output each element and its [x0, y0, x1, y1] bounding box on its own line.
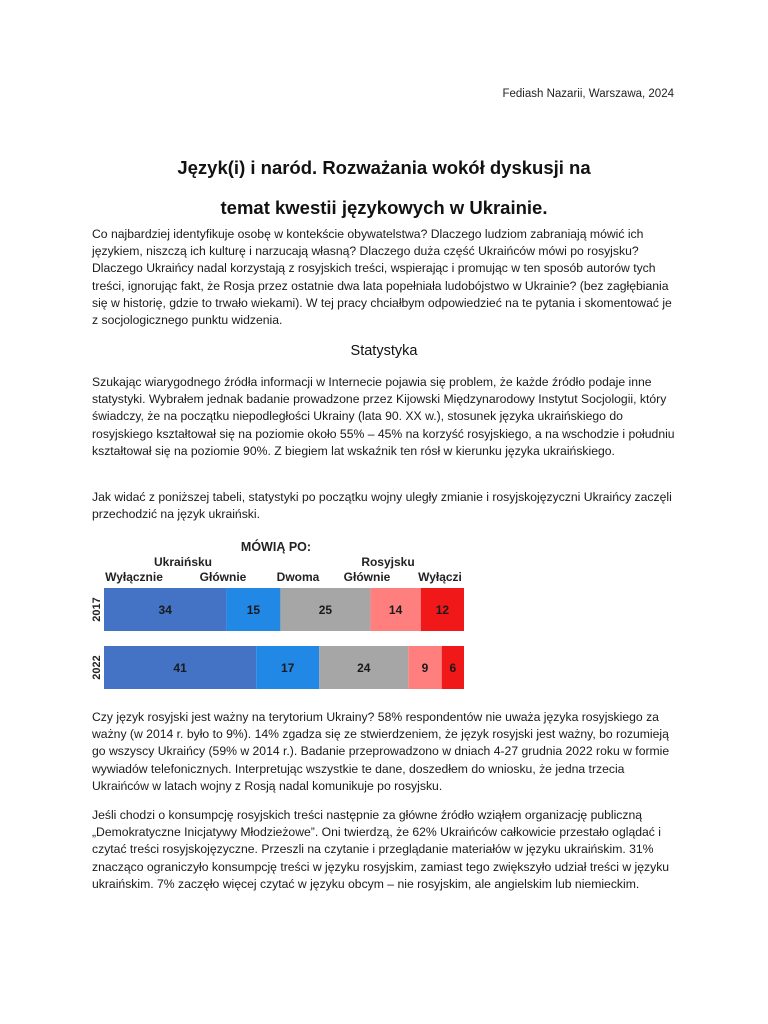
bar-value-label: 34 [158, 603, 172, 617]
chart-title: MÓWIĄ PO: [240, 540, 312, 554]
bar-value-label: 41 [173, 661, 187, 675]
year-label: 2017 [90, 597, 103, 622]
bar-value-label: 12 [435, 603, 450, 617]
language-chart-svg [88, 532, 464, 698]
document-title [92, 148, 676, 228]
bar-value-label: 6 [449, 661, 457, 675]
segment-labels [105, 570, 462, 584]
language-chart [88, 532, 464, 698]
segment-label: Głównie [343, 570, 391, 584]
stats-paragraph-1: Szukając wiarygodnego źródła informacji w Internecie pojawia się problem, że każde źródło podaje inne statystyki. Wybrałem jednak badanie prowadzone przez Kijowski Międzynarodowy Instytut Socjologii, który świadczy, że na początku niepodległości Ukrainy (lata 90. XX w.), stosunek języka ukraińskiego do rosyjskiego kształtował się na poziomie około 55% – 45% na korzyść rosyjskiego, a na wschodzie i południu kształtował się na poziomie 90%. Z biegiem lat wskaźnik ten rósł w kierunku języka ukraińskiego. [92, 375, 675, 458]
segment-label: Głównie [199, 570, 247, 584]
bar-value-label: 25 [318, 603, 333, 617]
bar-value-label: 14 [388, 603, 403, 617]
intro-paragraph: Co najbardziej identyfikuje osobę w kontekście obywatelstwa? Dlaczego ludziom zabraniają mówić ich językiem, niszczą ich kulturę i narzucają własną? Dlaczego duża część Ukraińców mówi po rosyjsku? Dlaczego Ukraińcy nadal korzystają z rosyjskich treści, wspierając i promując w ten sposób autorów tych treści, ignorując fakt, że Rosja przez ostatnie dwa lata popełniała ludobójstwo w Ukrainie? (bez zagłębiania się w historię, gdzie to trwało wiekami). W tej pracy chciałbym odpowiedzieć na te pytania i skomentować je z socjologicznego punktu widzenia. [92, 227, 672, 328]
segment-label: Dwoma [276, 570, 320, 584]
group-label-ukrainsku: Ukraińsku [153, 555, 213, 569]
title-line-1: Język(i) i naród. Rozważania wokół dyskusji na [177, 157, 591, 178]
chart-bars [91, 588, 464, 689]
bar-value-label: 24 [357, 661, 371, 675]
segment-label: Wyłączi [418, 570, 462, 584]
year-label: 2022 [90, 655, 103, 680]
paragraph-after-chart: Czy język rosyjski jest ważny na terytorium Ukrainy? 58% respondentów nie uważa języka rosyjskiego za ważny (w 2014 r. było to 9%). 14% zgadza się ze stwierdzeniem, że język rosyjski jest ważny, bo rozumieją go wszyscy Ukraińcy (59% w 2014 r.). Badanie przeprowadzono w dniach 4-27 grudnia 2022 roku w formie wywiadów telefonicznych. Interpretując wszystkie te dane, doszedłem do wniosku, że jedna trzecia Ukraińców w latach wojny z Rosją nadal komunikuje po rosyjsku. [92, 710, 670, 793]
stats-paragraph-2: Jak widać z poniższej tabeli, statystyki po początku wojny uległy zmianie i rosyjskojęzyczni Ukraińcy zaczęli przechodzić na język ukraiński. [92, 490, 672, 522]
section-heading: Statystyka [350, 343, 418, 359]
title-line-2: temat kwestii językowych w Ukrainie. [220, 197, 548, 218]
final-paragraph: Jeśli chodzi o konsumpcję rosyjskich treści następnie za główne źródło wziąłem organizację publiczną „Demokratyczne Inicjatywy Młodzieżowe”. Oni twierdzą, że 62% Ukraińców całkowicie przestało oglądać i czytać treści rosyjskojęzyczne. Przeszli na czytanie i przeglądanie materiałów w języku ukraińskim. 31% znacząco ograniczyło konsumpcję treści w języku rosyjskim, zamiast tego zwiększyło udział treści w języku ukraińskim. 7% zaczęło więcej czytać w języku obcym – nie rosyjskim, ale angielskim lub niemieckim. [92, 808, 670, 891]
segment-label: Wyłącznie [105, 570, 163, 584]
bar-value-label: 9 [421, 661, 429, 675]
author-line: Fediash Nazarii, Warszawa, 2024 [502, 88, 674, 100]
bar-value-label: 17 [281, 661, 295, 675]
group-label-rosyjsku: Rosyjsku [361, 555, 415, 569]
bar-value-label: 15 [246, 603, 261, 617]
